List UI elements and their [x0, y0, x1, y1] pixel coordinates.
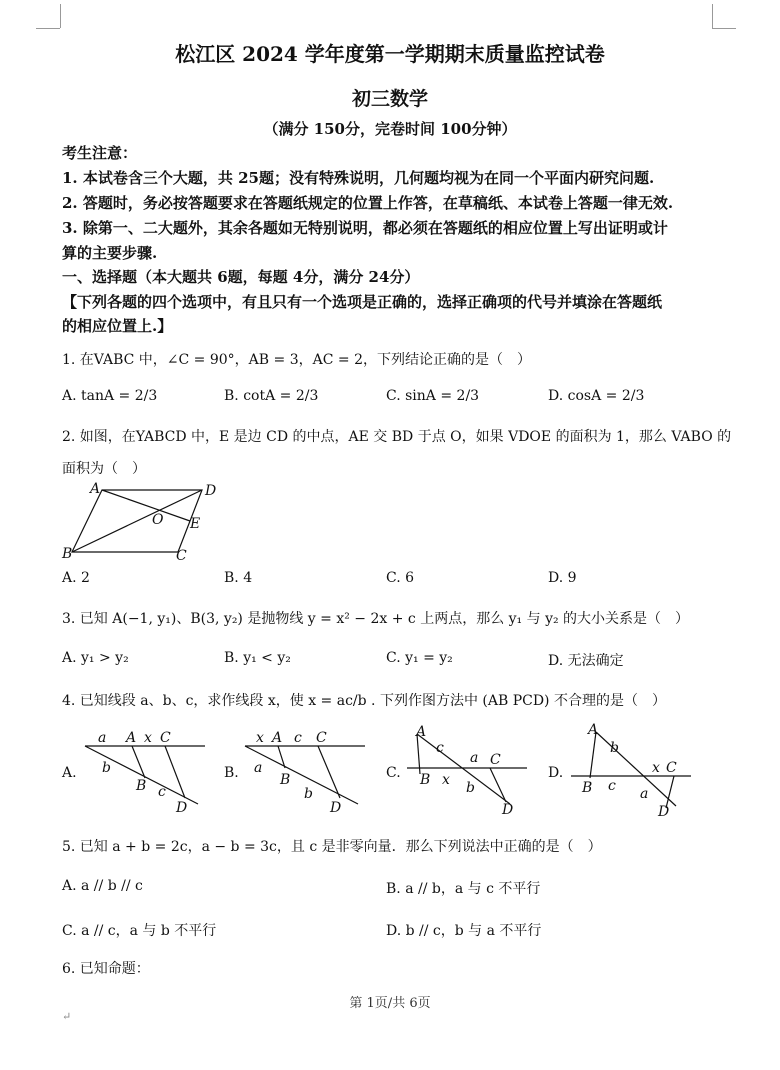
q4c-label-D: D — [502, 802, 514, 818]
q2-stem: 2. 如图，在YABCD 中，E 是边 CD 的中点，AE 交 BD 于点 O，如果 VDOE 的面积为 1，那么 VABO 的 — [62, 429, 732, 445]
notice-item-3: 3. 除第一、二大题外，其余各题如无特别说明，都必须在答题纸的相应位置上写出证明或计 — [62, 219, 668, 237]
q3-stem: 3. 已知 A(−1, y₁)、B(3, y₂) 是抛物线 y = x² − 2x + c 上两点，那么 y₁ 与 y₂ 的大小关系是（ ） — [62, 611, 690, 627]
q4a-label-D: D — [176, 800, 188, 816]
q4a-label-B: B — [136, 778, 147, 794]
section1-heading: 一、选择题（本大题共 6题，每题 4分，满分 24分） — [62, 268, 420, 286]
q4c-label-a: a — [470, 750, 479, 766]
notice-heading: 考生注意： — [62, 144, 138, 162]
label-c: C — [176, 548, 187, 564]
q3-option-b: B. y₁ < y₂ — [224, 650, 291, 666]
q2-option-c: C. 6 — [386, 570, 415, 586]
q6-stem: 6. 已知命题： — [62, 961, 150, 977]
label-a: A — [90, 481, 101, 497]
q4-figure-a — [80, 726, 210, 816]
q4d-label-b: b — [610, 740, 619, 756]
q4a-label-b: b — [102, 760, 111, 776]
q4-figure-d — [566, 722, 696, 818]
q4a-label-a: a — [98, 730, 107, 746]
q1-option-d: D. cosA = 2/3 — [548, 388, 645, 404]
q1-option-a: A. tanA = 2/3 — [62, 388, 158, 404]
q4d-label-D: D — [658, 804, 670, 818]
diagonal-bd — [72, 490, 202, 552]
q2-option-a: A. 2 — [62, 570, 90, 586]
q3-option-c: C. y₁ = y₂ — [386, 650, 453, 666]
q4c-label-b: b — [466, 780, 475, 796]
q2-option-d: D. 9 — [548, 570, 577, 586]
q4b-label-b: b — [304, 786, 313, 802]
notice-item-2: 2. 答题时，务必按答题要求在答题纸规定的位置上作答，在草稿纸、本试卷上答题一律无效. — [62, 194, 674, 212]
q3-option-a: A. y₁ > y₂ — [62, 650, 129, 666]
q5-option-d: D. b // c，b 与 a 不平行 — [386, 923, 542, 939]
notice-item-1: 1. 本试卷含三个大题，共 25题；没有特殊说明，几何题均视为在同一个平面内研究问题. — [62, 169, 655, 187]
q4-figure-b — [240, 726, 370, 816]
q4-option-a: A. — [62, 765, 77, 781]
exam-title: 松江区 2024 学年度第一学期期末质量监控试卷 — [175, 42, 605, 66]
q2-parallelogram-figure — [60, 480, 230, 565]
q2-option-b: B. 4 — [224, 570, 253, 586]
exam-subject: 初三数学 — [351, 88, 428, 110]
q4c-label-c: c — [436, 740, 444, 756]
q1-stem: 1. 在VABC 中，∠C = 90°，AB = 3，AC = 2，下列结论正确的是（ ） — [62, 352, 531, 368]
q5-option-a: A. a // b // c — [62, 878, 143, 894]
corner-mark-right — [712, 4, 713, 28]
q4d-label-A: A — [588, 722, 599, 738]
q4-option-d: D. — [548, 765, 564, 781]
q4c-label-C: C — [490, 752, 501, 768]
label-o: O — [152, 512, 164, 528]
q4b-label-B: B — [280, 772, 291, 788]
q4d-label-B: B — [582, 780, 593, 796]
corner-mark-right-h — [712, 28, 736, 29]
q5-option-b: B. a // b，a 与 c 不平行 — [386, 881, 541, 897]
section1-instruction-2: 的相应位置上.】 — [62, 317, 173, 335]
q4c-label-x: x — [442, 772, 450, 788]
page-footer: 第 1页/共 6页 — [349, 996, 431, 1011]
q4b-label-A: A — [272, 730, 283, 746]
q3-option-d: D. 无法确定 — [548, 653, 624, 669]
q4b-label-D: D — [330, 800, 342, 816]
q4-option-b: B. — [224, 765, 239, 781]
q4-stem: 4. 已知线段 a、b、c，求作线段 x，使 x = ac/b . 下列作图方法中 (AB PCD) 不合理的是（ ） — [62, 693, 666, 709]
q4c-label-B: B — [420, 772, 431, 788]
corner-mark-left-h — [36, 28, 60, 29]
label-e: E — [190, 516, 201, 532]
notice-item-3-cont: 算的主要步骤. — [62, 244, 158, 262]
corner-mark-left — [60, 4, 61, 28]
q4a-label-x: x — [144, 730, 152, 746]
paragraph-mark: ↵ — [62, 1010, 72, 1023]
label-b: B — [62, 546, 73, 562]
label-d: D — [205, 483, 217, 499]
q4b-label-x: x — [256, 730, 264, 746]
q4a-label-A: A — [126, 730, 137, 746]
q4c-label-A: A — [416, 724, 427, 740]
q4d-label-c: c — [608, 778, 616, 794]
q4d-label-x: x — [652, 760, 660, 776]
q5-stem: 5. 已知 a + b = 2c，a − b = 3c，且 c 是非零向量．那么下列说法中正确的是（ ） — [62, 839, 602, 855]
q4-figure-c — [402, 722, 532, 818]
q1-option-c: C. sinA = 2/3 — [386, 388, 480, 404]
q4a-label-c: c — [158, 784, 166, 800]
q5-option-c: C. a // c，a 与 b 不平行 — [62, 923, 217, 939]
q4a-label-C: C — [160, 730, 171, 746]
q4b-label-c: c — [294, 730, 302, 746]
q4-option-c: C. — [386, 765, 401, 781]
q4b-label-a: a — [254, 760, 263, 776]
q4d-label-a: a — [640, 786, 649, 802]
q1-option-b: B. cotA = 2/3 — [224, 388, 319, 404]
q4b-label-C: C — [316, 730, 327, 746]
section1-instruction-1: 【下列各题的四个选项中，有且只有一个选项是正确的，选择正确项的代号并填涂在答题纸 — [62, 293, 663, 311]
q2-stem-cont: 面积为（ ） — [62, 461, 146, 477]
exam-info: （满分 150分，完卷时间 100分钟） — [263, 120, 517, 138]
q4d-label-C: C — [666, 760, 677, 776]
